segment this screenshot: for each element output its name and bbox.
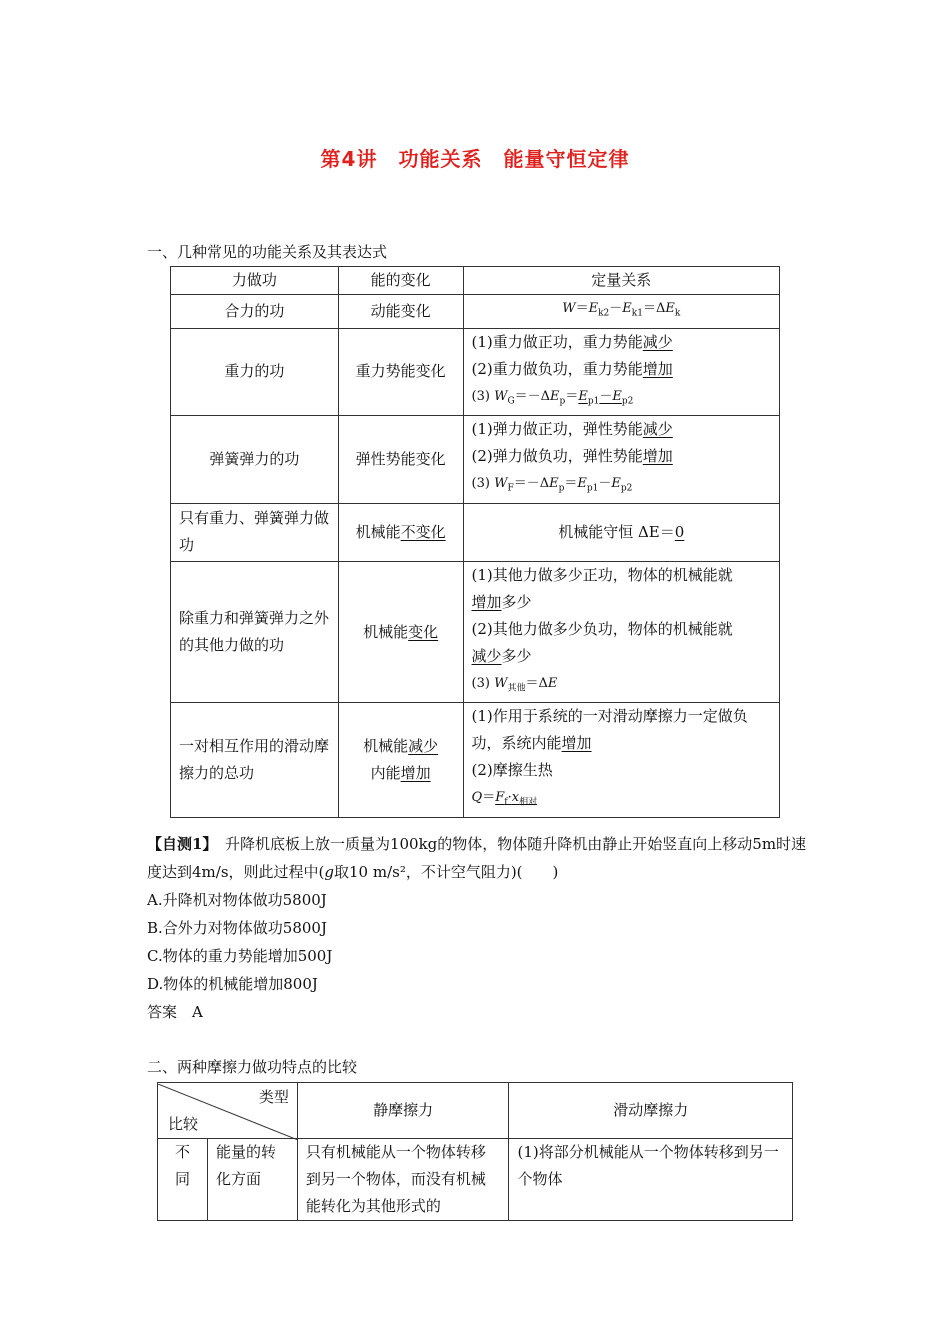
section1-heading: 一、几种常见的功能关系及其表达式 xyxy=(147,243,388,261)
cell-force: 重力的功 xyxy=(171,328,339,416)
relation-line: (1)弹力做正功，弹性势能 xyxy=(471,420,643,439)
table-row xyxy=(171,561,780,703)
header-static: 静摩擦力 xyxy=(297,1083,509,1139)
header-change: 能的变化 xyxy=(338,267,463,295)
underlined-answer: 减少 xyxy=(471,646,502,665)
cell-relation: (1)作用于系统的一对滑动摩擦力一定做负功，系统内能增加 (2)摩擦生热 $Q=F_f\cdot x_{相对}$ xyxy=(463,703,779,818)
relation-line: (2)其他力做多少负功，物体的机械能就 xyxy=(471,619,733,638)
header-relation: 定量关系 xyxy=(463,267,779,295)
header-compare: 比较 xyxy=(168,1114,199,1133)
cell-force: 一对相互作用的滑动摩擦力的总功 xyxy=(171,703,339,818)
table-row xyxy=(158,1139,793,1221)
friction-comparison-table xyxy=(157,1082,793,1221)
relation-line: (2)弹力做负功，弹性势能 xyxy=(471,447,643,466)
underlined-answer: 增加 xyxy=(642,359,673,378)
cell-relation-formula: $W=E_{k2}-E_{k1}=\Delta E_k$ xyxy=(463,295,779,329)
option-a: A.升降机对物体做功5800J xyxy=(147,891,327,909)
header-type: 类型 xyxy=(258,1087,289,1106)
section2-heading: 二、两种摩擦力做功特点的比较 xyxy=(147,1058,358,1076)
relation-line: (1)重力做正功，重力势能 xyxy=(471,332,643,351)
underlined-answer: 增加 xyxy=(642,447,673,466)
answer: 答案 A xyxy=(147,1003,203,1021)
underlined-answer: 减少 xyxy=(642,420,673,439)
cell-relation xyxy=(463,328,779,416)
header-sliding: 滑动摩擦力 xyxy=(509,1083,793,1139)
cell-change: 弹性势能变化 xyxy=(338,416,463,504)
relation-line: (2)摩擦生热 xyxy=(471,761,553,780)
option-b: B.合外力对物体做功5800J xyxy=(147,919,327,937)
table-row xyxy=(171,416,780,504)
cell-change: 机械能变化 xyxy=(338,561,463,703)
relation-line: (2)重力做负功，重力势能 xyxy=(471,359,643,378)
option-d: D.物体的机械能增加800J xyxy=(147,975,318,993)
cell-change: 机械能不变化 xyxy=(338,503,463,561)
option-c: C.物体的重力势能增加500J xyxy=(147,947,333,965)
self-test-question xyxy=(147,830,807,1026)
cell-change: 机械能减少 内能增加 xyxy=(338,703,463,818)
cell-relation: (1)其他力做多少正功，物体的机械能就 增加多少 (2)其他力做多少负功，物体的机械能就 减少多少 (3) $W_{其他}=\Delta E$ xyxy=(463,561,779,703)
header-diagonal-cell xyxy=(158,1083,298,1139)
cell-relation: 机械能守恒 ΔE＝0 xyxy=(463,503,779,561)
cell-sliding: (1)将部分机械能从一个物体转移到另一个物体 xyxy=(509,1139,793,1221)
cell-static: 只有机械能从一个物体转移到另一个物体，而没有机械能转化为其他形式的 xyxy=(297,1139,509,1221)
table-row xyxy=(171,703,780,818)
relation-formula: $Q=F_f\cdot x_{相对}$ xyxy=(471,790,538,808)
underlined-answer: 减少 xyxy=(642,332,673,351)
relation-line: (1)其他力做多少正功，物体的机械能就 xyxy=(471,565,733,584)
table-row xyxy=(171,328,780,416)
cell-relation xyxy=(463,416,779,504)
relation-formula: (3) $W_G=-\Delta E_p=E_{p1}-E_{p2}$ xyxy=(471,388,634,407)
cell-force: 除重力和弹簧弹力之外的其他力做的功 xyxy=(171,561,339,703)
relation-formula: (3) $W_F=-\Delta E_p=E_{p1}-E_{p2}$ xyxy=(471,476,633,494)
cell-diff: 不同 xyxy=(158,1139,208,1221)
question-stem: 【自测1】 升降机底板上放一质量为100kg的物体，物体随升降机由静止开始竖直向上移动5m时速度达到4m/s，则此过程中(g取10 m/s²，不计空气阻力)( ) xyxy=(147,835,807,881)
header-force: 力做功 xyxy=(171,267,339,295)
cell-force: 只有重力、弹簧弹力做功 xyxy=(171,503,339,561)
relation-formula: (3) $W_{其他}=\Delta E$ xyxy=(471,675,558,694)
cell-change: 动能变化 xyxy=(338,295,463,329)
table-row xyxy=(171,295,780,329)
cell-aspect: 能量的转化方面 xyxy=(207,1139,297,1221)
cell-force: 合力的功 xyxy=(171,295,339,329)
work-energy-table xyxy=(170,266,780,818)
underlined-answer: 增加 xyxy=(471,592,502,611)
page-title: 第4讲 功能关系 能量守恒定律 xyxy=(320,147,630,171)
cell-change: 重力势能变化 xyxy=(338,328,463,416)
cell-force: 弹簧弹力的功 xyxy=(171,416,339,504)
table-row xyxy=(171,503,780,561)
